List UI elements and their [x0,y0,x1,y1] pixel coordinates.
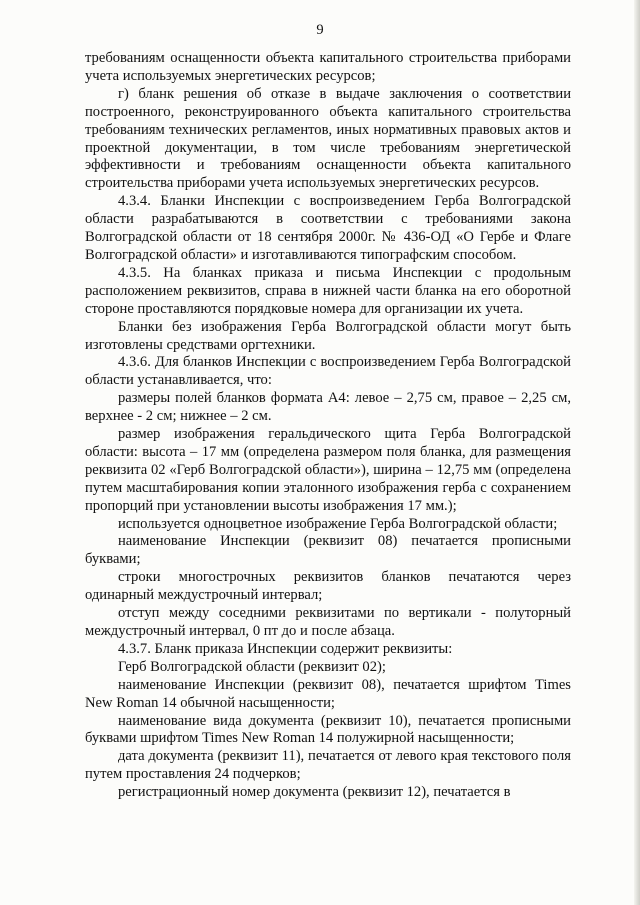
paragraph-blanks-without-emblem: Бланки без изображения Герба Волгоградской области могут быть изготовлены средствами оргтехники. [85,318,571,353]
page-number: 9 [316,22,324,38]
paragraph-4-3-5: 4.3.5. На бланках приказа и письма Инспекции с продольным расположением реквизитов, справа в нижней части бланка на его оборотной стороне проставляются порядковые номера для организации их учета. [85,264,571,317]
paragraph-name-uppercase: наименование Инспекции (реквизит 08) печатается прописными буквами; [85,533,571,568]
document-body [85,50,571,802]
paragraph-registration-number-requisite: регистрационный номер документа (реквизит 12), печатается в [118,784,511,801]
paragraph-shield-size: размер изображения геральдического щита Герба Волгоградской области: высота – 17 мм (определена размером поля бланка, для размещения реквизита 02 «Герб Волгоградской области»), ширина – 12,75 мм (определена путем масштабирования копии эталонного изображения герба с сохранением пропорций при установлении высоты изображения 17 мм.); [85,426,571,514]
paragraph-4-3-6: 4.3.6. Для бланков Инспекции с воспроизведением Герба Волгоградской области устанавливается, что: [85,354,571,389]
paragraph-monochrome: используется одноцветное изображение Герба Волгоградской области; [118,515,558,532]
scan-edge-shadow [634,0,640,905]
paragraph-document-type-requisite: наименование вида документа (реквизит 10), печатается прописными буквами шрифтом Times New Roman 14 полужирной насыщенности; [85,712,571,747]
paragraph-4-3-7: 4.3.7. Бланк приказа Инспекции содержит реквизиты: [118,640,453,657]
paragraph-emblem-requisite: Герб Волгоградской области (реквизит 02); [118,658,386,675]
paragraph-4-3-4: 4.3.4. Бланки Инспекции с воспроизведением Герба Волгоградской области разрабатываются в соответствии с требованиями закона Волгоградской области от 18 сентября 2000г. № 436-ОД «О Гербе и Флаге Волгоградской области» и изготавливаются типографским способом. [85,193,571,263]
paragraph-continuation: требованиям оснащенности объекта капитального строительства приборами учета используемых энергетических ресурсов; [85,50,571,84]
paragraph-inspection-name-requisite: наименование Инспекции (реквизит 08), печатается шрифтом Times New Roman 14 обычной насыщенности; [85,676,571,711]
paragraph-item-g: г) бланк решения об отказе в выдаче заключения о соответствии построенного, реконструированного объекта капитального строительства требованиям технических регламентов, иных нормативных правовых актов и проектной документации, в том числе требованиям энергетической эффективности и требованиям оснащенности объекта капитального строительства приборами учета используемых энергетических ресурсов. [85,85,571,192]
paragraph-margins: размеры полей бланков формата А4: левое – 2,75 см, правое – 2,25 см, верхнее - 2 см; нижнее – 2 см. [85,390,571,425]
paragraph-date-requisite: дата документа (реквизит 11), печатается от левого края текстового поля путем проставления 24 подчерков; [85,748,571,783]
paragraph-line-spacing: строки многострочных реквизитов бланков печатаются через одинарный междустрочный интервал; [85,569,571,604]
paragraph-vertical-indent: отступ между соседними реквизитами по вертикали - полуторный междустрочный интервал, 0 пт до и после абзаца. [85,605,571,639]
